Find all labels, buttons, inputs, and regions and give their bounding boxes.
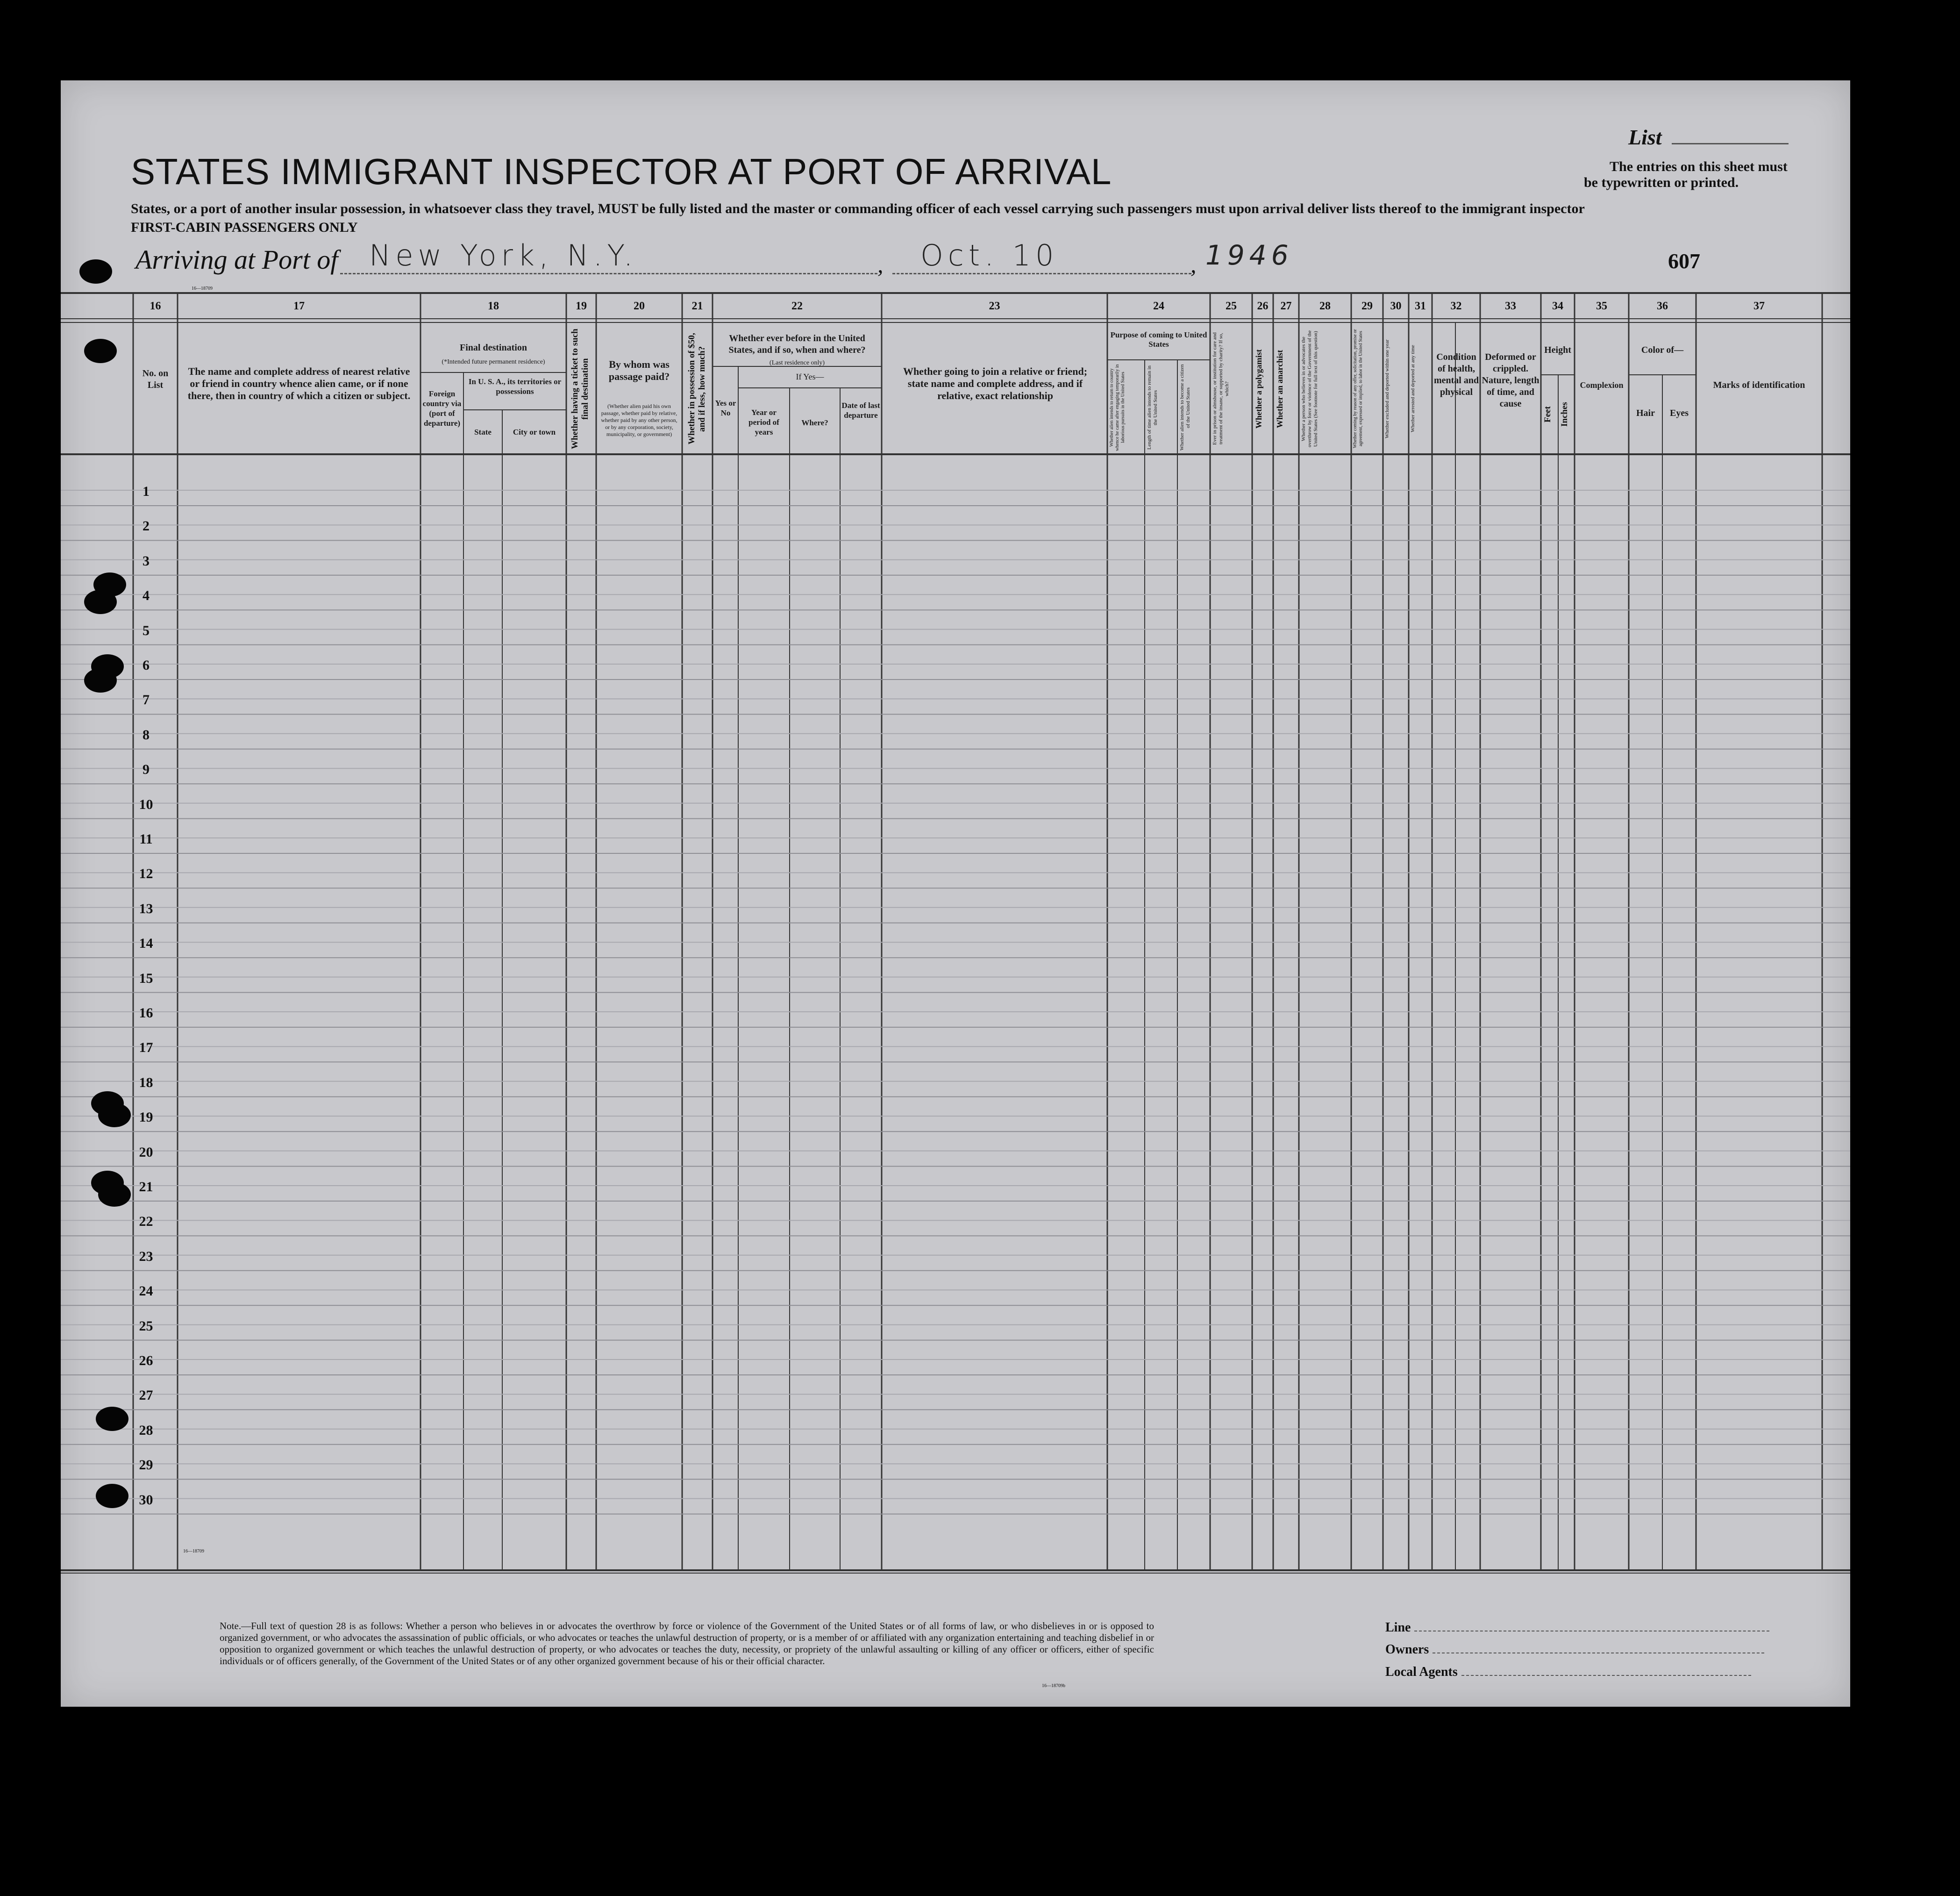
col-num-37: 37 bbox=[1753, 300, 1765, 312]
form-number-top: 16—18709 bbox=[192, 286, 213, 291]
col-num-26: 26 bbox=[1257, 300, 1269, 312]
header-health: Condition of health, mental and physical bbox=[1433, 352, 1479, 397]
punch-hole bbox=[79, 259, 112, 284]
punch-hole bbox=[84, 339, 117, 363]
header-purpose-a: Whether alien intends to return to country whence he came after engaging temporarily in laborious pursuits in the United States bbox=[1109, 364, 1126, 451]
col-num-27: 27 bbox=[1280, 300, 1292, 312]
punch-hole bbox=[96, 1484, 128, 1508]
header-before-in-us: Whether ever before in the United States, and if so, when and where? bbox=[728, 333, 866, 355]
class-line: FIRST-CABIN PASSENGERS ONLY bbox=[131, 220, 358, 235]
row-number: 21 bbox=[139, 1179, 153, 1195]
header-joining-relative: Whether going to join a relative or friend; state name and complete address, and if relative, exact relationship bbox=[903, 365, 1088, 401]
comma-1: , bbox=[877, 251, 884, 278]
row-number: 7 bbox=[143, 692, 150, 708]
arrival-year: 1946 bbox=[1205, 239, 1293, 271]
row-number: 20 bbox=[139, 1144, 153, 1160]
col-num-29: 29 bbox=[1361, 300, 1373, 312]
row-number: 11 bbox=[139, 831, 153, 847]
header-inches: Inches bbox=[1560, 402, 1569, 427]
row-number: 29 bbox=[139, 1457, 153, 1473]
header-state: State bbox=[474, 428, 492, 436]
row-number: 27 bbox=[139, 1388, 153, 1403]
header-no-on-list: No. on List bbox=[142, 368, 169, 390]
header-marks: Marks of identification bbox=[1713, 380, 1805, 390]
form-number-bottom: 16—18709 bbox=[183, 1549, 204, 1554]
footnote: Note.—Full text of question 28 is as follows: Whether a person who believes in or advocates the overthrow by force or violence of the Government of the United States or of all forms of law, or who disbelieves in or is opposed to organized government, or who advocates the assassination of public officials, or who advocates or teaches the unlawful destruction of property, or is a member of or affiliated with any organization entertaining and teaching disbelief in or opposition to organized government or which teaches the unlawful destruction of property, or who advocates or teaches the duty, necessity, or propriety of the unlawful assaulting or killing of any officer or officers, either of specific individuals or of officers generally, of the Government of the United States or of any other organized government because of his or their official character. bbox=[220, 1620, 1154, 1667]
agents-field bbox=[1385, 1665, 1751, 1680]
list-label-text: List bbox=[1628, 125, 1662, 149]
header-excluded: Whether excluded and deported within one year bbox=[1384, 339, 1390, 438]
arrival-label: Arriving at Port of bbox=[135, 244, 338, 275]
punch-hole bbox=[98, 1103, 131, 1127]
row-number: 1 bbox=[143, 484, 150, 499]
comma-2: , bbox=[1190, 251, 1197, 278]
row-number: 10 bbox=[139, 796, 153, 812]
header-contract-labor: Whether coming by reason of any offer, solicitation, promise or agreement, expressed or implied, to labor in the United States bbox=[1353, 329, 1363, 449]
punch-hole bbox=[98, 1182, 131, 1207]
header-eyes: Eyes bbox=[1670, 408, 1689, 418]
col-num-23: 23 bbox=[989, 300, 1000, 312]
row-number: 30 bbox=[139, 1492, 153, 1508]
header-purpose-b: Length of time alien intends to remain in the United States bbox=[1147, 365, 1158, 450]
col-num-34: 34 bbox=[1552, 300, 1563, 312]
row-number: 17 bbox=[139, 1040, 153, 1056]
row-number: 25 bbox=[139, 1318, 153, 1334]
row-number: 14 bbox=[139, 936, 153, 952]
col-num-19: 19 bbox=[576, 300, 587, 312]
header-final-destination-note: (*Intended future permanent residence) bbox=[442, 358, 545, 365]
header-purpose: Purpose of coming to United States bbox=[1110, 330, 1207, 349]
header-if-yes: If Yes— bbox=[796, 372, 824, 381]
header-deformed: Deformed or crippled. Nature, length of time, and cause bbox=[1482, 352, 1539, 409]
col-num-24: 24 bbox=[1153, 300, 1164, 312]
header-where: Where? bbox=[801, 418, 828, 427]
col-num-28: 28 bbox=[1319, 300, 1331, 312]
header-final-destination: Final destination bbox=[460, 343, 527, 353]
typewritten-note-line-1: The entries on this sheet must bbox=[1610, 159, 1788, 174]
row-number: 23 bbox=[139, 1248, 153, 1264]
header-complexion: Complexion bbox=[1580, 380, 1624, 390]
header-nearest-relative: The name and complete address of nearest relative or friend in country whence alien came, or if none there, then in country of which a citizen or subject. bbox=[187, 365, 411, 401]
header-date-departure: Date of last departure bbox=[841, 401, 880, 420]
row-number: 4 bbox=[143, 588, 150, 604]
header-fifty-dollars: Whether in possession of $50, and if less, how much? bbox=[687, 333, 707, 445]
header-yes-or-no: Yes or No bbox=[715, 399, 736, 417]
header-height: Height bbox=[1544, 345, 1571, 355]
row-number: 13 bbox=[139, 901, 153, 916]
instruction-text: States, or a port of another insular possession, in whatsoever class they travel, MUST be fully listed and the master or commanding officer of each vessel carrying such passengers must upon arrival deliver lists thereof to the immigrant inspector bbox=[131, 201, 1585, 216]
arrival-date: Oct. 10 bbox=[920, 238, 1059, 272]
punch-hole bbox=[84, 590, 117, 614]
header-polygamist: Whether a polygamist bbox=[1254, 349, 1263, 429]
agents-fill bbox=[1461, 1675, 1751, 1676]
arrival-port: New York, N.Y. bbox=[369, 238, 638, 272]
header-color-of: Color of— bbox=[1641, 345, 1684, 355]
page-title: STATES IMMIGRANT INSPECTOR AT PORT OF ARRIVAL bbox=[131, 151, 1112, 192]
row-number: 26 bbox=[139, 1353, 153, 1368]
row-number: 19 bbox=[139, 1109, 153, 1125]
row-number: 15 bbox=[139, 970, 153, 986]
header-prison: Ever in prison or almshouse, or institution for care and treatment of the insane, or supported by charity? If so, which? bbox=[1212, 332, 1230, 445]
col-num-31: 31 bbox=[1415, 300, 1426, 312]
row-number: 28 bbox=[139, 1422, 153, 1438]
header-passage-paid-note: (Whether alien paid his own passage, whether paid by relative, whether paid by any other person, or by any corporation, society, municipality, or government) bbox=[601, 403, 677, 437]
row-number: 6 bbox=[143, 658, 150, 673]
col-num-17: 17 bbox=[293, 300, 305, 312]
punch-hole bbox=[84, 668, 117, 693]
row-number: 22 bbox=[139, 1214, 153, 1230]
row-number: 18 bbox=[139, 1074, 153, 1090]
col-num-32: 32 bbox=[1450, 300, 1462, 312]
page-number: 607 bbox=[1668, 249, 1700, 273]
header-purpose-c: Whether alien intends to become a citizen of the United States bbox=[1179, 364, 1191, 451]
row-number: 3 bbox=[143, 553, 150, 569]
table-grid bbox=[61, 80, 1850, 1707]
header-in-usa: In U. S. A., its territories or possessions bbox=[468, 377, 562, 396]
body-rules bbox=[61, 490, 1850, 1514]
row-number: 8 bbox=[143, 727, 150, 743]
header-arrested: Whether arrested and deported at any time bbox=[1410, 345, 1416, 433]
col-num-33: 33 bbox=[1505, 300, 1516, 312]
footnote-form-number: 16—18709b bbox=[1042, 1683, 1065, 1689]
row-number: 16 bbox=[139, 1005, 153, 1021]
header-anarchist: Whether an anarchist bbox=[1275, 350, 1284, 428]
header-city: City or town bbox=[513, 428, 556, 436]
row-number: 2 bbox=[143, 518, 150, 534]
col-num-36: 36 bbox=[1657, 300, 1668, 312]
col-num-21: 21 bbox=[691, 300, 703, 312]
line-label: Line bbox=[1385, 1620, 1411, 1635]
row-number: 24 bbox=[139, 1283, 153, 1299]
manifest-sheet bbox=[61, 80, 1850, 1707]
header-year-or-period: Year or period of years bbox=[748, 408, 779, 436]
header-feet: Feet bbox=[1543, 406, 1553, 423]
row-number: 12 bbox=[139, 866, 153, 882]
owners-label: Owners bbox=[1385, 1642, 1429, 1657]
col-num-16: 16 bbox=[150, 300, 161, 312]
line-field bbox=[1385, 1620, 1769, 1635]
header-before-in-us-note: (Last residence only) bbox=[769, 359, 825, 366]
col-num-35: 35 bbox=[1596, 300, 1607, 312]
typewritten-note-line-2: be typewritten or printed. bbox=[1584, 175, 1739, 190]
col-num-20: 20 bbox=[634, 300, 645, 312]
punch-hole bbox=[96, 1407, 128, 1431]
header-ticket: Whether having a ticket to such final destination bbox=[570, 329, 590, 449]
col-num-18: 18 bbox=[488, 300, 499, 312]
col-num-25: 25 bbox=[1226, 300, 1237, 312]
agents-label: Local Agents bbox=[1385, 1665, 1458, 1679]
header-passage-paid: By whom was passage paid? bbox=[608, 358, 670, 382]
owners-field bbox=[1385, 1642, 1764, 1657]
col-num-30: 30 bbox=[1390, 300, 1402, 312]
col-num-22: 22 bbox=[791, 300, 803, 312]
header-overthrow: Whether a person who believes in or advocates the overthrow by force or violence of the Government of the United States (See footnote for full text of this question) bbox=[1301, 330, 1319, 448]
header-foreign-country: Foreign country via (port of departure) bbox=[422, 389, 462, 428]
row-number: 9 bbox=[143, 762, 150, 778]
header-hair: Hair bbox=[1636, 408, 1655, 418]
row-number: 5 bbox=[143, 622, 150, 638]
